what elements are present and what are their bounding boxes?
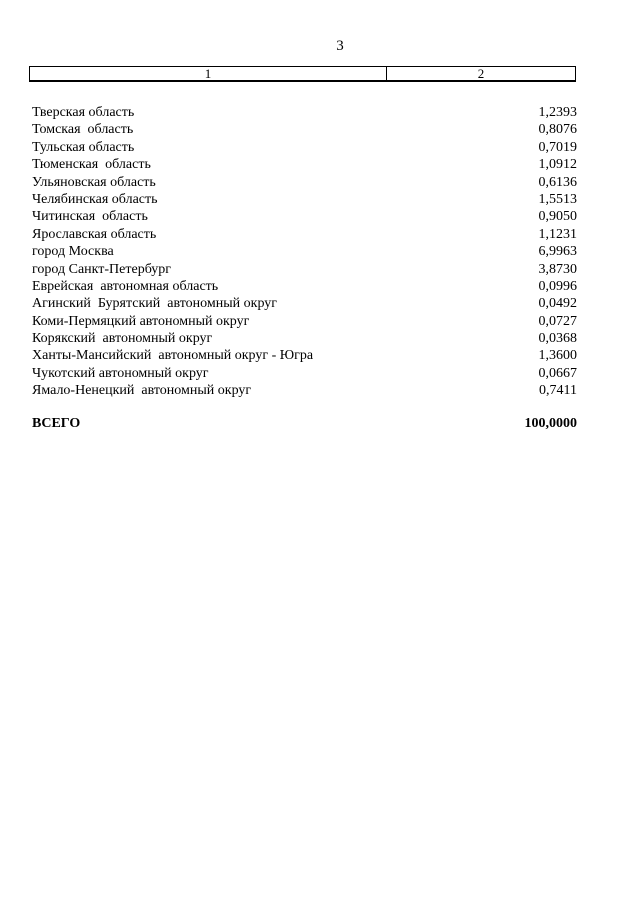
- table-row: [32, 365, 577, 382]
- region-list: [32, 104, 577, 400]
- region-value: 1,0912: [538, 157, 577, 173]
- region-name: Ямало-Ненецкий автономный округ: [32, 383, 252, 399]
- region-value: 0,0727: [538, 313, 577, 329]
- region-value: 6,9963: [538, 244, 577, 260]
- table-row: [32, 261, 577, 278]
- table-row: [32, 313, 577, 330]
- region-value: 1,1231: [538, 226, 577, 242]
- region-value: 0,9050: [538, 209, 577, 225]
- total-row: [32, 415, 577, 433]
- region-name: Еврейская автономная область: [32, 278, 219, 294]
- table-row: [32, 174, 577, 191]
- table-row: [32, 295, 577, 312]
- region-name: Челябинская область: [32, 191, 158, 207]
- column-header-1: 1: [30, 67, 387, 80]
- region-name: Тверская область: [32, 105, 135, 120]
- region-value: 0,7019: [538, 139, 577, 155]
- page-number: 3: [336, 38, 344, 54]
- region-value: 0,0368: [538, 331, 577, 347]
- region-name: город Москва: [32, 244, 114, 260]
- region-name: Чукотский автономный округ: [32, 365, 209, 381]
- region-name: Тульская область: [32, 139, 135, 155]
- region-value: 0,0996: [538, 278, 577, 294]
- region-name: Читинская область: [32, 209, 148, 225]
- region-name: Ярославская область: [32, 226, 157, 242]
- region-value: 3,8730: [538, 261, 577, 277]
- table-row: [32, 347, 577, 364]
- region-name: Ульяновская область: [32, 174, 156, 190]
- region-name: Ханты-Мансийский автономный округ - Югра: [32, 348, 314, 364]
- table-row: [32, 156, 577, 173]
- total-value: 100,0000: [524, 416, 577, 431]
- region-name: Коми-Пермяцкий автономный округ: [32, 313, 250, 329]
- table-row: [32, 226, 577, 243]
- table-row: [32, 243, 577, 260]
- region-value: 1,2393: [538, 105, 577, 120]
- column-header-2: 2: [477, 66, 485, 81]
- table-row: [32, 121, 577, 138]
- table-row: [32, 208, 577, 225]
- table-row: [32, 191, 577, 208]
- region-value: 0,7411: [539, 383, 577, 399]
- column-header-table: [29, 66, 576, 82]
- table-row: [32, 139, 577, 156]
- table-row: [32, 330, 577, 347]
- table-row: [32, 104, 577, 121]
- region-value: 0,0667: [538, 365, 577, 381]
- table-row: [32, 382, 577, 399]
- total-label: ВСЕГО: [32, 416, 81, 431]
- region-name: Агинский Бурятский автономный округ: [32, 296, 277, 312]
- region-value: 0,8076: [538, 122, 577, 138]
- region-name: Томская область: [32, 122, 134, 138]
- region-value: 1,5513: [538, 191, 577, 207]
- table-row: [32, 278, 577, 295]
- region-name: город Санкт-Петербург: [32, 261, 172, 277]
- region-name: Тюменская область: [32, 157, 151, 173]
- region-value: 0,0492: [538, 296, 577, 312]
- region-value: 0,6136: [538, 174, 577, 190]
- region-value: 1,3600: [538, 348, 577, 364]
- region-name: Корякский автономный округ: [32, 331, 213, 347]
